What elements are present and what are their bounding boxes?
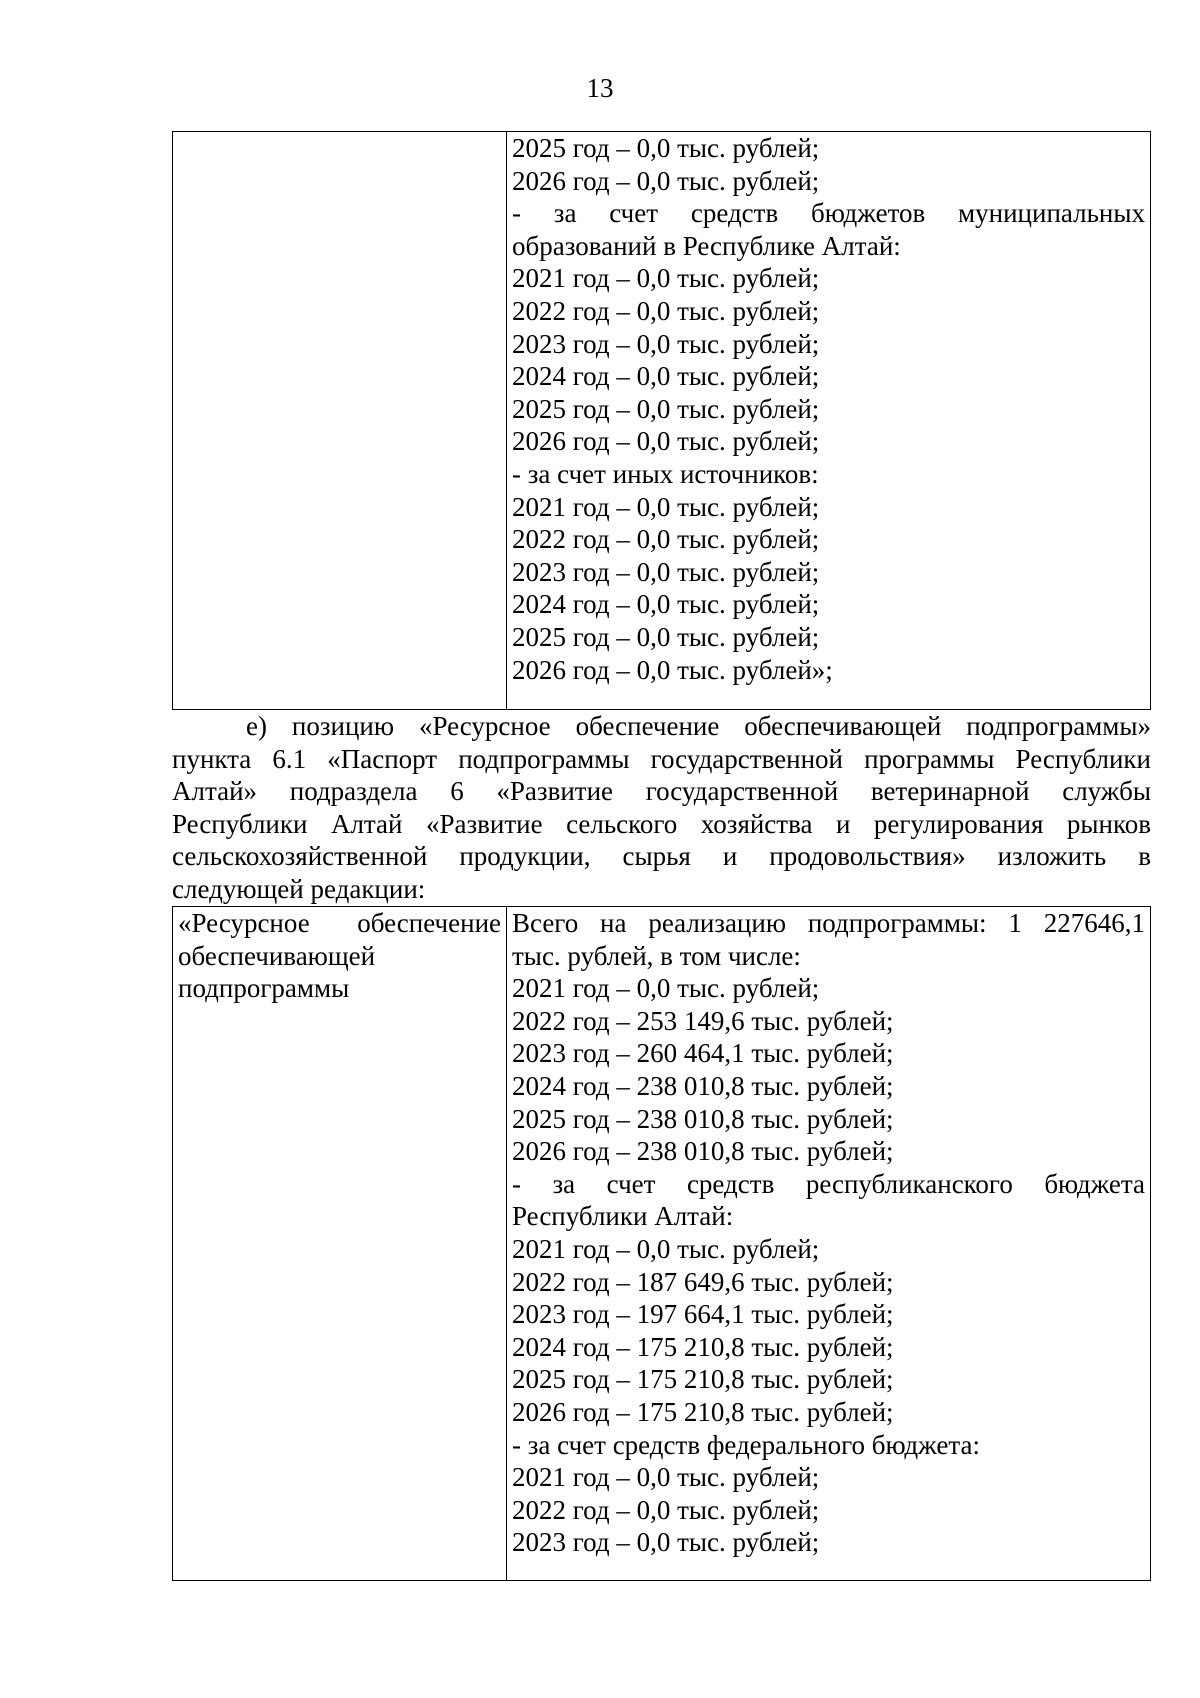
passport-table-continued: [172, 131, 1151, 710]
position-name-line: «Ресурсное обеспечение: [178, 908, 501, 938]
funding-line: - за счет средств республиканского бюджета: [512, 1168, 1145, 1199]
funding-line: 2025 год – 0,0 тыс. рублей;: [512, 621, 820, 652]
funding-line: 2023 год – 260 464,1 тыс. рублей;: [512, 1038, 894, 1069]
funding-line: Всего на реализацию подпрограммы: 1 227646,1: [512, 908, 1145, 938]
funding-line: 2024 год – 0,0 тыс. рублей;: [512, 589, 820, 620]
funding-cell: [507, 132, 1151, 710]
paragraph-line: сельскохозяйственной продукции, сырья и продовольствия» изложить в: [172, 841, 1151, 871]
passport-table-new: [172, 906, 1151, 1581]
funding-line: 2024 год – 0,0 тыс. рублей;: [512, 361, 820, 392]
amendment-paragraph: [172, 710, 1151, 905]
funding-line: 2023 год – 0,0 тыс. рублей;: [512, 1527, 820, 1558]
funding-line: - за счет средств федерального бюджета:: [512, 1429, 980, 1460]
paragraph-line: е) позицию «Ресурсное обеспечение обеспечивающей подпрограммы»: [246, 711, 1151, 741]
paragraph-line: пункта 6.1 «Паспорт подпрограммы государственной программы Республики: [172, 743, 1151, 774]
funding-line: 2023 год – 0,0 тыс. рублей;: [512, 556, 820, 587]
funding-line: 2026 год – 0,0 тыс. рублей;: [512, 165, 820, 196]
funding-line: 2023 год – 0,0 тыс. рублей;: [512, 328, 820, 359]
funding-line: 2022 год – 0,0 тыс. рублей;: [512, 295, 820, 326]
funding-line: 2021 год – 0,0 тыс. рублей;: [512, 263, 820, 294]
position-name-cell: [173, 132, 507, 710]
funding-line: 2024 год – 175 210,8 тыс. рублей;: [512, 1331, 894, 1362]
funding-line: 2025 год – 175 210,8 тыс. рублей;: [512, 1364, 894, 1395]
funding-line: - за счет средств бюджетов муниципальных: [512, 198, 1145, 229]
funding-line: тыс. рублей, в том числе:: [512, 940, 801, 971]
funding-cell: [507, 907, 1151, 1581]
funding-line: 2026 год – 238 010,8 тыс. рублей;: [512, 1136, 894, 1167]
funding-line: 2021 год – 0,0 тыс. рублей;: [512, 491, 820, 522]
funding-line: образований в Республике Алтай:: [512, 230, 901, 261]
table-row: [173, 907, 1151, 1581]
paragraph-line: Алтай» подраздела 6 «Развитие государственной ветеринарной службы: [172, 776, 1151, 806]
funding-line: Республики Алтай:: [512, 1201, 734, 1232]
funding-line: 2021 год – 0,0 тыс. рублей;: [512, 973, 820, 1004]
funding-line: 2025 год – 238 010,8 тыс. рублей;: [512, 1103, 894, 1134]
funding-line: 2022 год – 187 649,6 тыс. рублей;: [512, 1266, 894, 1297]
funding-line: 2023 год – 197 664,1 тыс. рублей;: [512, 1299, 894, 1330]
funding-line: 2025 год – 0,0 тыс. рублей;: [512, 133, 820, 163]
funding-line: 2026 год – 175 210,8 тыс. рублей;: [512, 1396, 894, 1427]
funding-line: 2026 год – 0,0 тыс. рублей»;: [512, 654, 833, 685]
funding-line: 2021 год – 0,0 тыс. рублей;: [512, 1462, 820, 1493]
page-number: 13: [586, 73, 614, 103]
funding-line: - за счет иных источников:: [512, 458, 819, 489]
funding-line: 2022 год – 0,0 тыс. рублей;: [512, 1494, 820, 1525]
paragraph-line: Республики Алтай «Развитие сельского хозяйства и регулирования рынков: [172, 808, 1151, 839]
funding-line: 2022 год – 253 149,6 тыс. рублей;: [512, 1005, 894, 1036]
funding-line: 2025 год – 0,0 тыс. рублей;: [512, 393, 820, 424]
paragraph-line: следующей редакции:: [172, 873, 426, 904]
position-name-line: обеспечивающей: [178, 940, 376, 971]
funding-line: 2022 год – 0,0 тыс. рублей;: [512, 524, 820, 555]
position-name-line: подпрограммы: [178, 973, 350, 1004]
table-row: [173, 132, 1151, 710]
funding-line: 2021 год – 0,0 тыс. рублей;: [512, 1233, 820, 1264]
funding-line: 2024 год – 238 010,8 тыс. рублей;: [512, 1070, 894, 1101]
position-name-cell: [173, 907, 507, 1581]
funding-line: 2026 год – 0,0 тыс. рублей;: [512, 426, 820, 457]
